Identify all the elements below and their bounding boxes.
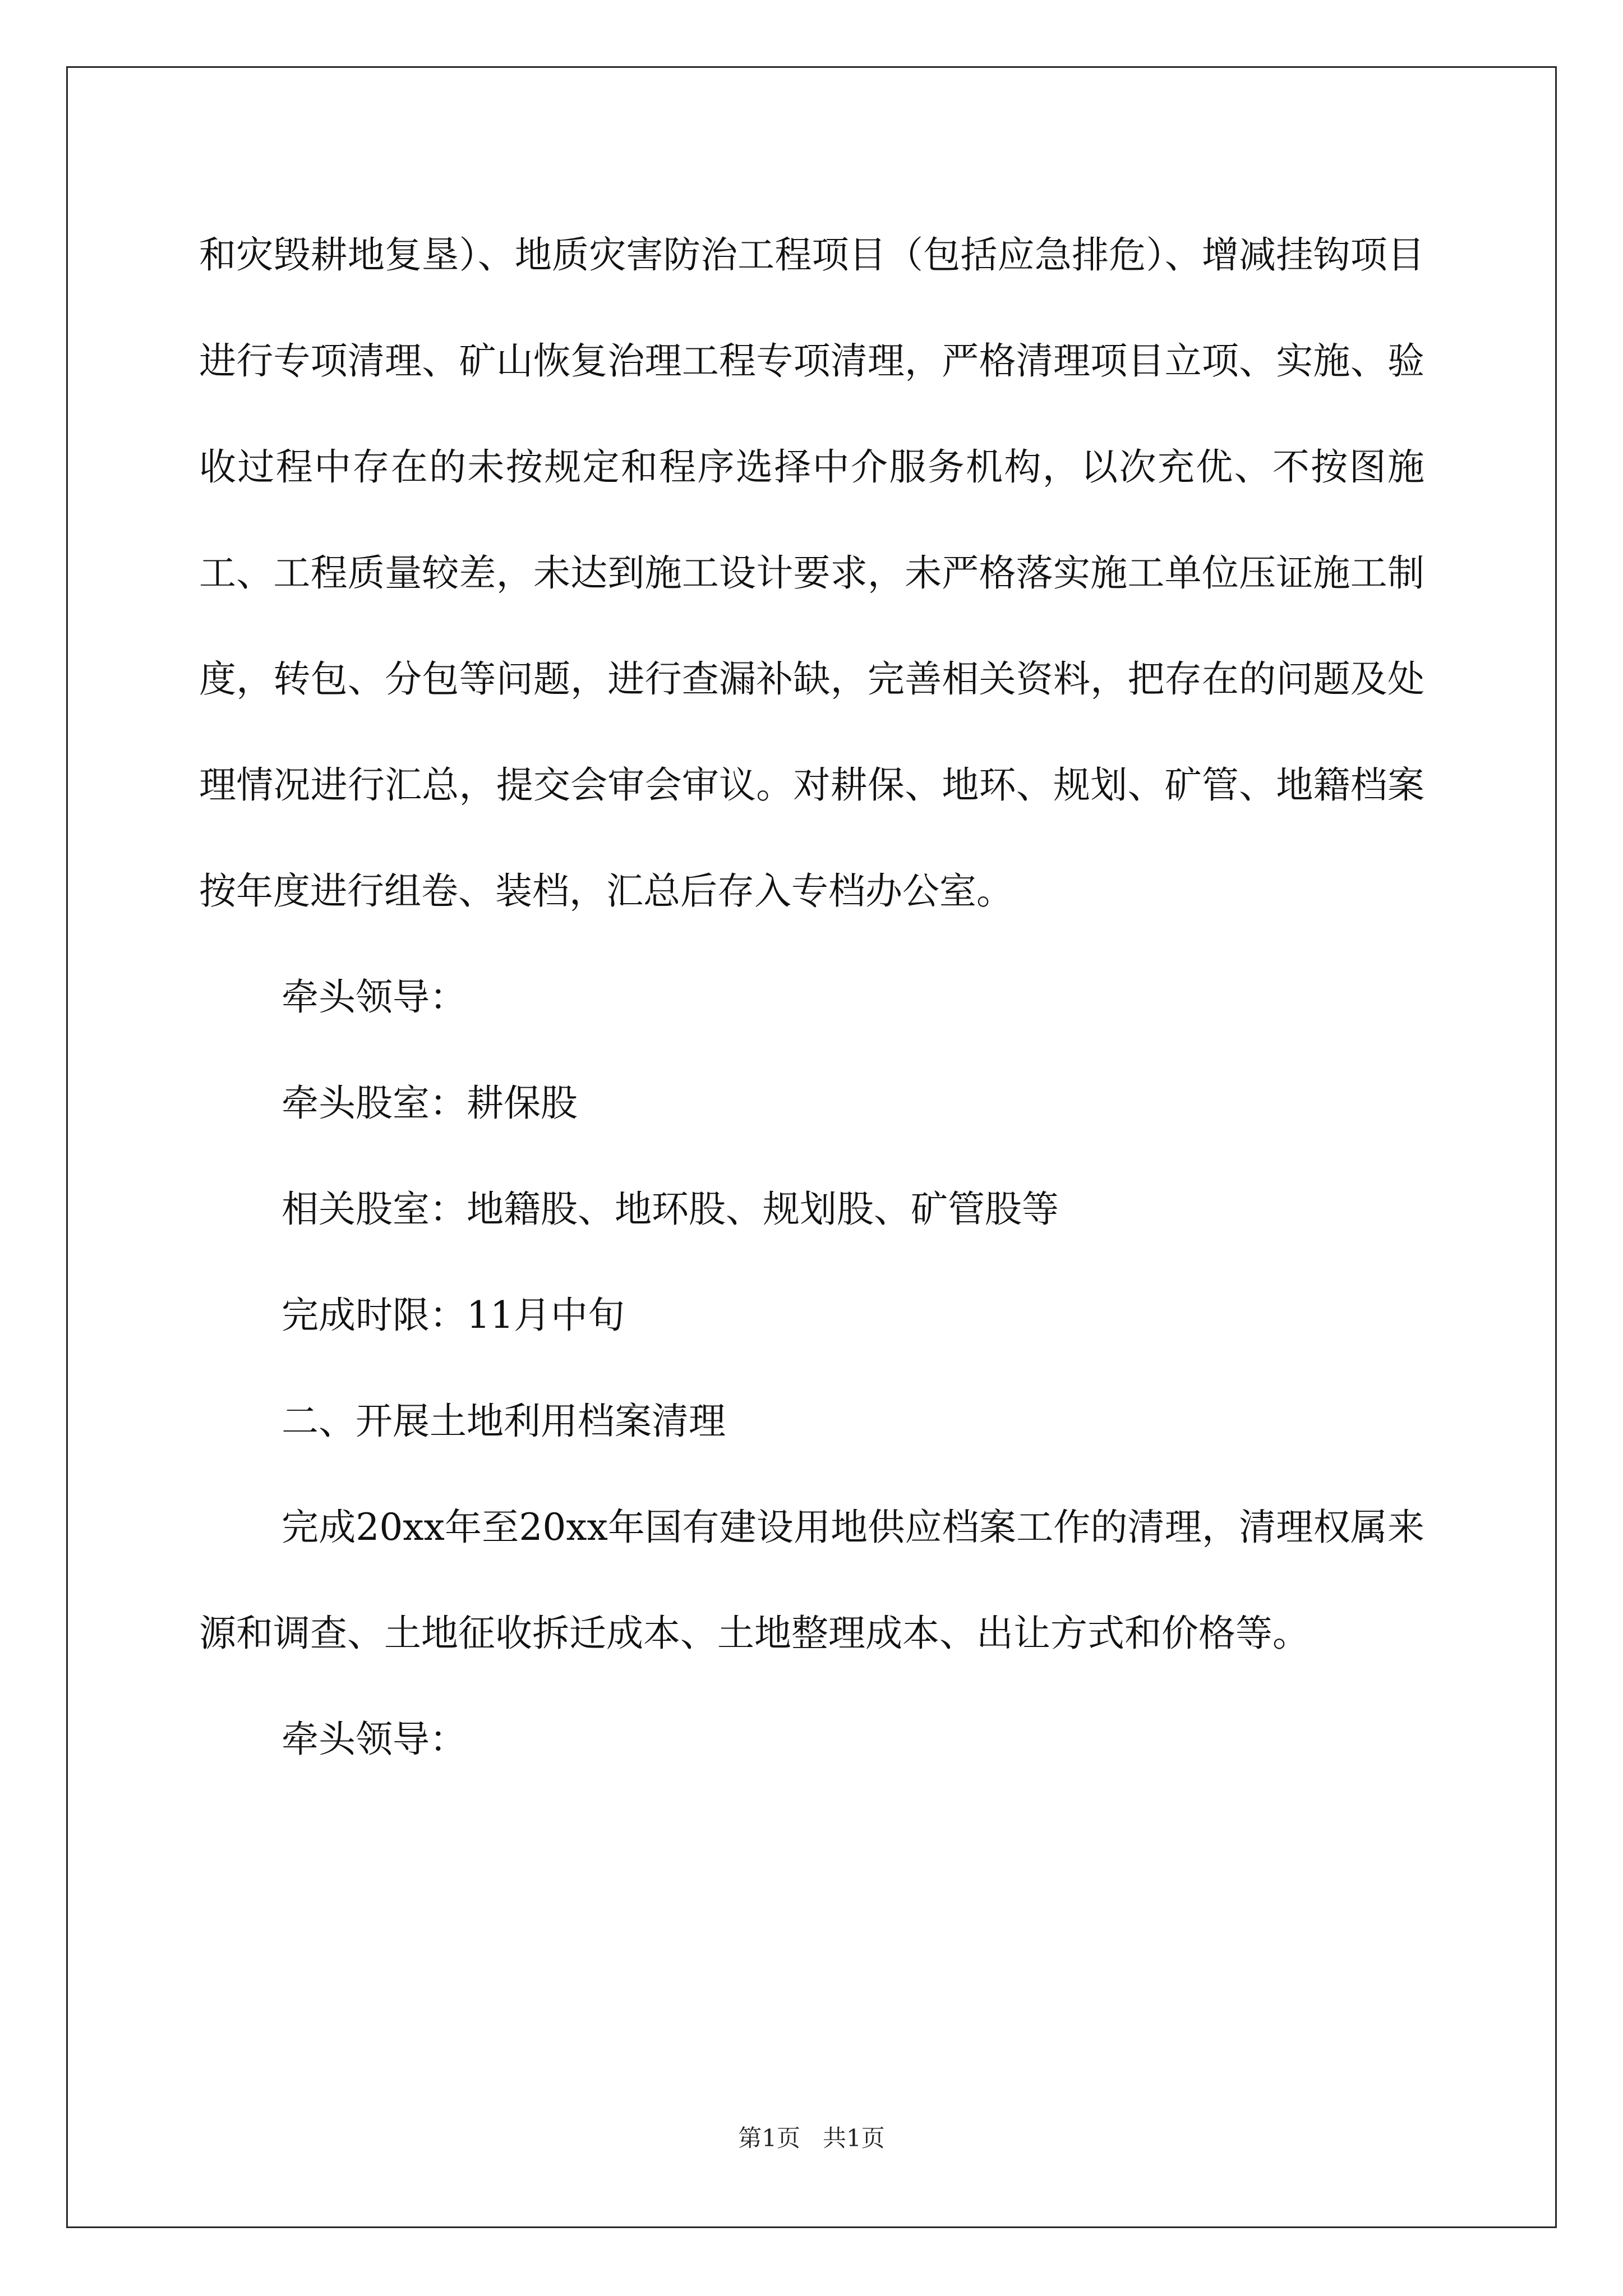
paragraph-related-offices: 相关股室：地籍股、地环股、规划股、矿管股等: [282, 1188, 1059, 1231]
paragraph-lead-leader-2: 牵头领导：: [282, 1718, 467, 1761]
page-footer: [0, 2122, 1623, 2155]
section-heading-land-use-archives: 二、开展土地利用档案清理: [282, 1400, 726, 1443]
page-total: 共1页: [823, 2124, 885, 2152]
paragraph-lead-office: 牵头股室：耕保股: [282, 1082, 578, 1125]
paragraph-land-supply-cleanup: 完成20xx年至20xx年国有建设用地供应档案工作的清理，清理权属来源和调查、土地征收拆迁成本、土地整理成本、出让方式和价格等。: [199, 1506, 1424, 1655]
paragraph-lead-leader: 牵头领导：: [282, 976, 467, 1019]
paragraph-deadline: 完成时限：11月中旬: [282, 1294, 625, 1337]
paragraph-project-cleanup: 和灾毁耕地复垦）、地质灾害防治工程项目（包括应急排危）、增减挂钩项目进行专项清理、矿山恢复治理工程专项清理，严格清理项目立项、实施、验收过程中存在的未按规定和程序选择中介服务机构，以次充优、不按图施工、工程质量较差，未达到施工设计要求，未严格落实施工单位压证施工制度，转包、分包等问题，进行查漏补缺，完善相关资料，把存在的问题及处理情况进行汇总，提交会审会审议。对耕保、地环、规划、矿管、地籍档案按年度进行组卷、装档，汇总后存入专档办公室。: [199, 233, 1424, 913]
page-number: 第1页: [738, 2124, 800, 2152]
document-body: [199, 202, 1424, 1792]
